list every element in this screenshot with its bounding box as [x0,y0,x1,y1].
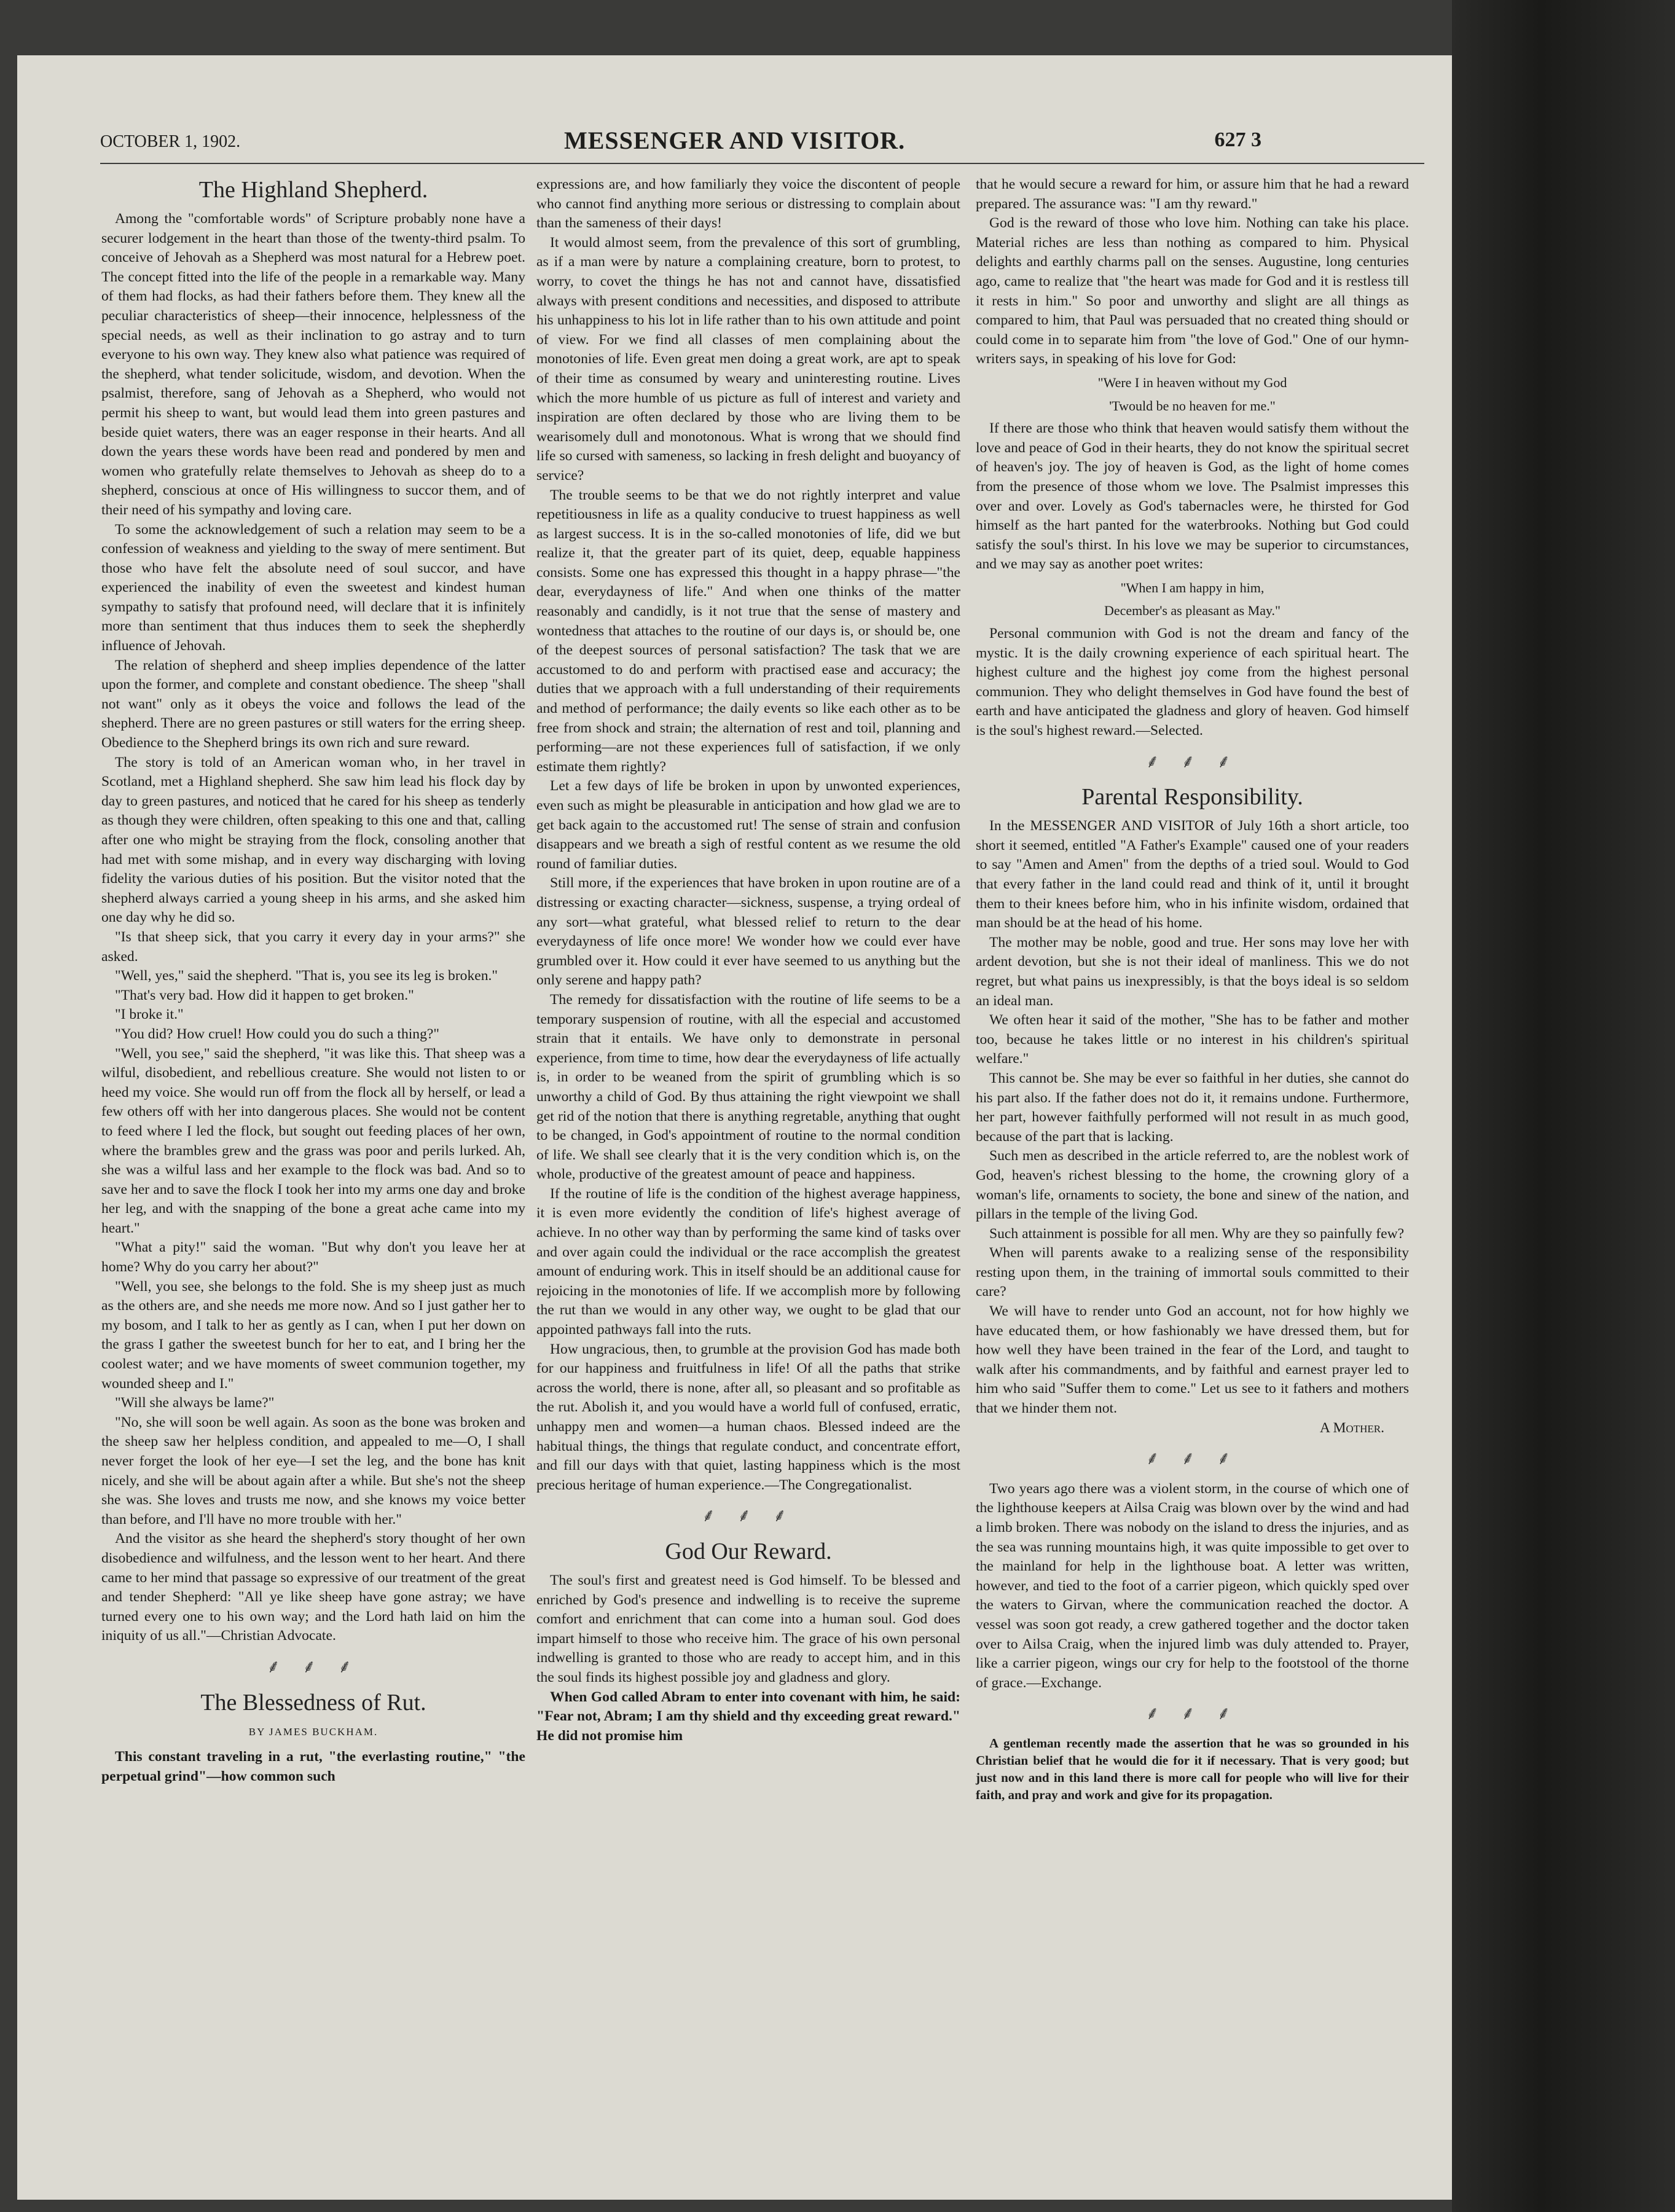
column-2 [536,175,960,1746]
column-1 [101,175,525,1786]
paragraph: And the visitor as she heard the shepherd's story thought of her own disobedience and wilfulness, and the lesson went to her heart. And there came to her mind that passage so expressive of our treatment of the great and tender Shepherd: "All ye like sheep have gone astray; we have turned every one to his own way; and the Lord hath laid on him the iniquity of us all."—Christian Advocate. [101,1531,525,1644]
verse-line: "Were I in heaven without my God [1097,374,1287,390]
paragraph: This cannot be. She may be ever so faithful in her duties, she cannot do his part also. If the father does not do it, it remains undone. Furthermore, her part, however faithfully performed will not result in as much good, because of the part that is lacking. [976,1070,1409,1145]
paragraph: "What a pity!" said the woman. "But why don't you leave her at home? Why do you carry her about?" [101,1239,525,1276]
paragraph: "You did? How cruel! How could you do such a thing?" [115,1026,439,1042]
paragraph: The soul's first and greatest need is God himself. To be blessed and enriched by God's presence and indwelling is to receive the supreme comfort and enrichment that can come into a human soul. God does impart himself to those who receive him. The grace of his own personal indwelling is granted to those who are ready to accept him, and in this the soul finds its highest possible joy and gladness and glory. [536,1572,960,1685]
section-ornament: ⸙ ⸙ ⸙ [1145,751,1239,772]
verse-line: 'Twould be no heaven for me." [1109,398,1276,414]
paragraph: "I broke it." [115,1006,184,1023]
paragraph: When God called Abram to enter into covenant with him, he said: "Fear not, Abram; I am thy shield and thy exceeding great reward." He did not promise him [536,1688,960,1744]
paragraph: Let a few days of life be broken in upon by unwonted experiences, even such as might be pleasurable in anticipation and how glad we are to get back again to the accustomed rut! The sense of strain and confusion disappears and we breath a sigh of restful content as we resume the old round of familiar duties. [536,778,960,872]
paragraph: Two years ago there was a violent storm, in the course of which one of the lighthouse keepers at Ailsa Craig was blown over by the wind and had a limb broken. There was nobody on the island to dress the injuries, and as the sea was running mountains high, it was quite impossible to get over to the mainland for help in the lighthouse boat. A letter was written, however, and tied to the foot of a carrier pigeon, which quickly sped over the waters to Girvan, where the communication reached the doctor. A vessel was soon got ready, a crew gathered together and the doctor taken over to Ailsa Craig, when the injured limb was duly attended to. Prayer, like a carrier pigeon, wings our cry for help to the footstool of the thorne of grace.—Exchange. [976,1480,1409,1691]
paragraph: "Well, you see," said the shepherd, "it was like this. That sheep was a wilful, disobedient, and rebellious creature. She would not listen to or heed my voice. She would run off from the flock all by herself, or lead a few others off with her into dangerous places. She would not be content to feed where I led the flock, but sought out feeding places of her own, where the brambles grew and the grass was poor and perils lurked. Ah, she was a wilful lass and her example to the flock was bad. And so to save her and to save the flock I took her into my arms one day and broke her leg, and with the snapping of the bone a great ache came into my heart." [101,1045,525,1236]
article-byline: BY JAMES BUCKHAM. [248,1725,379,1738]
paragraph: "Is that sheep sick, that you carry it every day in your arms?" she asked. [101,928,525,965]
section-ornament: ⸙ ⸙ ⸙ [701,1505,796,1526]
article-title-highland-shepherd: The Highland Shepherd. [198,177,428,203]
paragraph: "Well, yes," said the shepherd. "That is, you see its leg is broken." [115,968,498,984]
section-ornament: ⸙ ⸙ ⸙ [266,1656,361,1677]
paragraph: Still more, if the experiences that have broken in upon routine are of a distressing or exacting character—sickness, suspense, a trying ordeal of any sort—what grateful, what blessed relief to return to the dear everydayness of life once more! We wonder how we could ever have grumbled over it. How could it ever have seemed to us anything but the only serene and happy path? [536,875,960,989]
paragraph: Among the "comfortable words" of Scripture probably none have a securer lodgement in the heart than those of the twenty-third psalm. To conceive of Jehovah as a Shepherd was most natural for a Hebrew poet. The concept fitted into the life of the people in a remarkable way. Many of them had flocks, as had their fathers before them. They knew all the peculiar characteristics of sheep—their innocence, helplessness of the special needs, as well as their inclination to go astray and to turn everyone to his own way. They knew also what patience was required of the shepherd, what tender solicitude, wisdom, and devotion. When the psalmist, therefore, sang of Jehovah as a Shepherd, who would not permit his sheep to want, but would lead them into green pastures and beside quiet waters, there was an eager response in their hearts. And all down the years these words have been read and pondered by men and women who gratefully relate themselves to Jehovah as sheep do to a shepherd, conscious at once of His willingness to succor them, and of their need of his sympathy and loving care. [101,211,525,518]
paragraph: expressions are, and how familiarly they voice the discontent of people who cannot find anything more serious or distressing to complain about than the sameness of their days! [536,176,960,232]
paragraph: If there are those who think that heaven would satisfy them without the love and peace of God in their hearts, they do not know the spiritual secret of heaven's joy. The joy of heaven is God, as the light of home comes from the presence of those whom we love. The Psalmist impresses this over and over. Lovely as God's tabernacles were, he thirsted for God himself as the hart panted for the waterbrooks. Nothing but God could satisfy the soul's thirst. In his love we may be superior to circumstances, and we may say as another poet writes: [976,420,1409,573]
paragraph: When will parents awake to a realizing sense of the responsibility resting upon them, in the training of immortal souls committed to their care? [976,1245,1409,1300]
paragraph: If the routine of life is the condition of the highest average happiness, it is even more evidently the condition of life's highest average of achieve. In no other way than by performing the same kind of tasks over and over again could the individual or the race accomplish the greatest amount of enduring work. This in itself should be an additional cause for rejoicing in the monotonies of life. If we accomplish more by following the rut than we would in any other way, we ought to be glad that our appointed pathways fall into the ruts. [536,1185,960,1338]
paragraph: To some the acknowledgement of such a relation may seem to be a confession of weakness and yielding to the sway of mere sentiment. But those who have felt the absolute need of soul succor, and have experienced the inability of even the sweetest and kindest human sympathy to satisfy that profound need, will declare that it is infinitely more than sentiment that thus induces them to seek the shepherdly influence of Jehovah. [101,521,525,654]
verse-line: December's as pleasant as May." [1104,603,1281,619]
header-date: OCTOBER 1, 1902. [100,132,241,151]
column-3 [976,175,1409,1803]
paragraph: The remedy for dissatisfaction with the routine of life seems to be a temporary suspension of routine, with all the especial and accustomed strain that it entails. We have only to demonstrate in personal experience, from time to time, how dear the everydayness of life actually is, in order to be weaned from the spirit of grumbling which is so unworthy a child of God. By thus attaining the right viewpoint we shall get rid of the notion that there is anything regretable, anything that ought to be changed, in God's appointment of routine to the normal condition of life. We shall see clearly that it is the very condition which is, on the whole, productive of the greatest amount of peace and happiness. [536,991,960,1183]
paragraph: In the MESSENGER AND VISITOR of July 16th a short article, too short it seemed, entitled "A Father's Example" caused one of your readers to say "Amen and Amen" from the depths of a tried soul. Would to God that every father in the land could read and think of it, until it brought them to their knees before him, who in his infinite wisdom, ordained that man should be at the head of his home. [976,818,1409,931]
paragraph: It would almost seem, from the prevalence of this sort of grumbling, as if a man were by nature a complaining creature, born to protest, to worry, to covet the things he has not and cannot have, dissatisfied always with present conditions and necessities, and disposed to attribute his unhappiness to his lot in life rather than to his own attitude and point of view. For we find all classes of men complaining about the monotonies of life. Even great men doing a great work, are apt to speak of their time as consumed by weary and uninteresting routine. Lives which the more humble of us picture as full of interest and variety and inspiration are often declared by those who are living them to be wearisomely dull and monotonous. What is wrong that we should find life so cursed with sameness, so lacking in fresh delight and buoyancy of service? [536,234,960,484]
paragraph: God is the reward of those who love him. Nothing can take his place. Material riches are less than nothing as compared to him. Physical delights and earthly charms pall on the senses. Augustine, long centuries ago, came to realize that "the heart was made for God and it is restless till it rests in him." So poor and unworthy and slight are all things as compared to him, that Paul was persuaded that no created thing should or could come in to separate him from "the love of God." One of our hymn-writers says, in speaking of his love for God: [976,215,1409,367]
paragraph: This constant traveling in a rut, "the everlasting routine," "the perpetual grind"—how common such [101,1749,525,1784]
paragraph: Such men as described in the article referred to, are the noblest work of God, heaven's richest blessing to the home, the crowning glory of a woman's life, ornaments to society, the bone and sinew of the nation, and pillars in the temple of the living God. [976,1148,1409,1223]
article-body-highland-shepherd [101,210,525,1646]
paragraph: Such attainment is possible for all men. Why are they so painfully few? [989,1225,1405,1242]
verse-line: "When I am happy in him, [1120,579,1265,595]
paragraph: A gentleman recently made the assertion that he was so grounded in his Christian belief that he would die for it if necessary. That is very good; but just now and in this land there is more call for people who will live for their faith, and pray and work and give for its propagation. [976,1735,1409,1802]
header-page-number: 627 3 [1214,128,1261,151]
header-title: MESSENGER AND VISITOR. [563,127,906,154]
article-title-god-our-reward: God Our Reward. [665,1538,832,1564]
page-edge-shadow [1452,0,1675,2212]
section-ornament: ⸙ ⸙ ⸙ [1145,1703,1239,1724]
article-title-parental-responsibility: Parental Responsibility. [1081,784,1303,810]
section-ornament: ⸙ ⸙ ⸙ [1145,1448,1239,1469]
paragraph: "Will she always be lame?" [115,1395,275,1411]
paragraph: Personal communion with God is not the dream and fancy of the mystic. It is the daily crowning experience of each spiritual heart. The highest culture and the highest joy come from the highest personal communion. They who delight themselves in God have found the best of earth and have anticipated the gladness and glory of heaven. God himself is the soul's highest reward.—Selected. [976,626,1409,739]
paragraph: How ungracious, then, to grumble at the provision God has made both for our happiness and fruitfulness in life! Of all the paths that strike across the world, there is none, after all, so pleasant and so profitable as the rut. Abolish it, and you would have a world full of confused, erratic, unhappy men and women—a human chaos. Blessed indeed are the habitual things, the things that regulate conduct, and concentrate effort, and fill our days with that quiet, lasting happiness which is the most precious heritage of human experience.—The Congregationalist. [536,1341,960,1493]
paragraph: We will have to render unto God an account, not for how highly we have educated them, or how fashionably we have dressed them, but for how well they have been trained in the fear of the Lord, and taught to walk after his commandments, and by faithful and earnest prayer led to him who said "Suffer them to come." Let us see to it fathers and mothers that we hinder them not. [976,1303,1409,1417]
paragraph: "Well, you see, she belongs to the fold. She is my sheep just as much as the others are, and she needs me more now. And so I just gather her to my bosom, and I talk to her as gently as I can, when I put her down on the grass I gather the sweetest bunch for her to eat, and I bring her the coolest water; and we have moments of sweet communion together, my wounded sheep and I." [101,1278,525,1392]
paragraph: "No, she will soon be well again. As soon as the bone was broken and the sheep saw her helpless condition, and appealed to me—O, I shall never forget the look of her eye—I set the leg, and the bone has knit nicely, and she will be about again after a while. But she's not the sheep she was. She loves and trusts me now, and she knows my voice better than before, and I'll have no more trouble with her." [101,1414,525,1528]
paragraph: The trouble seems to be that we do not rightly interpret and value repetitiousness in life as a quality conducive to truest happiness as well as largest success. It is in the so-called monotonies of life, did we but realize it, that the greater part of its quiet, deep, equable happiness consists. Some one has expressed this thought in a happy phrase—"the dear, everydayness of life." And when one thinks of the matter reasonably and candidly, is it not true that the sense of mastery and wontedness that attaches to the routine of our days is, or should be, one of the deepest sources of personal satisfaction? The task that we are accustomed to do and perform with practised ease and accuracy; the duties that we approach with a full understanding of their requirements and method of performance; the daily events so like each other as to be free from shock and strain; the alternation of rest and toil, planning and performing—are not these experiences full of satisfaction, if we only estimate them rightly? [536,487,960,775]
article-signature: A Mother. [1319,1419,1384,1436]
paragraph: The story is told of an American woman who, in her travel in Scotland, met a Highland shepherd. She saw him lead his flock day by day to green pastures, and noticed that he cared for his sheep as tenderly as though they were children, often speaking to this one and that, calling after one who might be straying from the flock, consoling another that had met with some mishap, and in every way discharging with loving fidelity the various duties of his position. But the visitor noted that the shepherd always carried a young sheep in his arms, and she asked him one day why he did so. [101,754,525,926]
paragraph: The mother may be noble, good and true. Her sons may love her with ardent devotion, but she is not their ideal of manliness. This we do not regret, but what pains us inexpressibly, is that the boys ideal is so seldom an ideal man. [976,934,1409,1009]
paragraph: The relation of shepherd and sheep implies dependence of the latter upon the former, and complete and constant obedience. The sheep "shall not want" only as it obeys the voice and follows the lead of the shepherd. There are no green pastures or still waters for the erring sheep. Obedience to the Shepherd brings its own rich and sure reward. [101,657,525,751]
header-rule [100,163,1424,164]
newspaper-page [17,55,1452,2200]
paragraph: We often hear it said of the mother, "She has to be father and mother too, because he takes little or no interest in his children's spiritual welfare." [976,1012,1409,1067]
paragraph: that he would secure a reward for him, or assure him that he had a reward prepared. The assurance was: "I am thy reward." [976,176,1409,212]
paragraph: "That's very bad. How did it happen to get broken." [115,987,414,1003]
article-title-blessedness-of-rut: The Blessedness of Rut. [200,1689,426,1716]
